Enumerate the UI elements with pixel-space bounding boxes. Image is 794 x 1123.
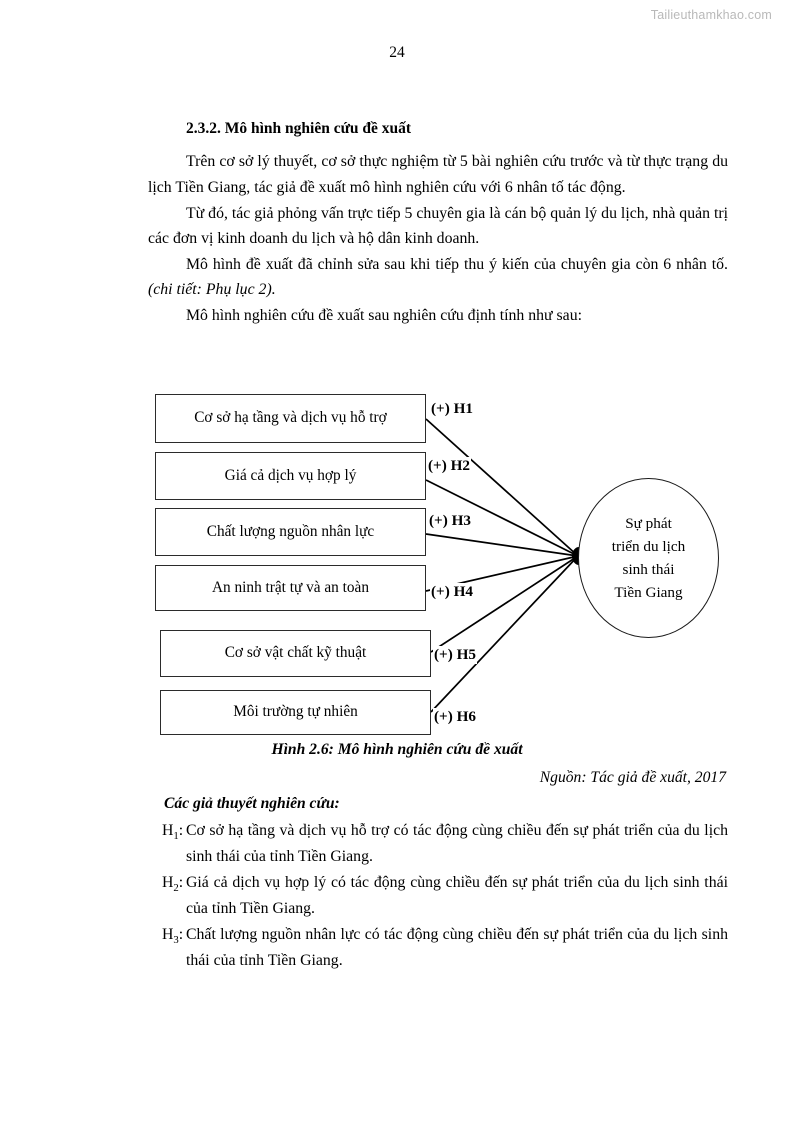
hypothesis-label-h2: (+) H2 xyxy=(428,457,470,474)
factor-box-security xyxy=(155,565,426,611)
factor-box-pricing xyxy=(155,452,426,500)
hypothesis-item-h2 xyxy=(148,870,728,921)
hypothesis-item-h3 xyxy=(148,922,728,973)
factor-label: Chất lượng nguồn nhân lực xyxy=(206,522,375,540)
hypothesis-marker-subscript: 3 xyxy=(173,934,179,947)
connector-h1 xyxy=(426,419,578,556)
paragraph-model-lead-in: Mô hình nghiên cứu đề xuất sau nghiên cứu định tính như sau: xyxy=(186,306,582,324)
hypothesis-text: Cơ sở hạ tầng và dịch vụ hỗ trợ có tác động cùng chiều đến sự phát triển của du lịch sinh thái của tỉnh Tiền Giang. xyxy=(186,822,728,865)
hypothesis-item-h1 xyxy=(148,818,728,869)
paragraph-revision-reference: (chi tiết: Phụ lục 2). xyxy=(148,281,276,299)
figure-caption: Hình 2.6: Mô hình nghiên cứu đề xuất xyxy=(271,741,523,758)
hypotheses-title: Các giả thuyết nghiên cứu: xyxy=(164,795,340,812)
paragraph-intro: Trên cơ sở lý thuyết, cơ sở thực nghiệm từ 5 bài nghiên cứu trước và từ thực trạng du lịch Tiền Giang, tác giả đề xuất mô hình nghiên cứu với 6 nhân tố tác động. xyxy=(148,153,728,197)
figure-source: Nguồn: Tác giả đề xuất, 2017 xyxy=(539,769,726,786)
outcome-ellipse-ecotourism-development xyxy=(578,478,719,638)
factor-box-infrastructure xyxy=(155,394,426,443)
hypothesis-marker-subscript: 1 xyxy=(173,830,179,842)
outcome-label: Sự phát triển du lịch sinh thái Tiền Giang xyxy=(611,514,686,602)
factor-label: Cơ sở vật chất kỹ thuật xyxy=(224,644,367,662)
section-heading: 2.3.2. Mô hình nghiên cứu đề xuất xyxy=(186,120,412,137)
page-number: 24 xyxy=(389,44,405,61)
hypothesis-marker-base: H xyxy=(162,822,174,839)
hypothesis-marker: $H_2$: xyxy=(162,874,184,895)
hypothesis-marker: $H_1$: xyxy=(162,822,184,842)
hypothesis-text: Chất lượng nguồn nhân lực có tác động cùng chiều đến sự phát triển của du lịch sinh thái của tỉnh Tiền Giang. xyxy=(186,926,728,969)
hypothesis-label-h3: (+) H3 xyxy=(429,512,471,529)
hypothesis-text: Giá cả dịch vụ hợp lý có tác động cùng chiều đến sự phát triển của du lịch sinh thái của tỉnh Tiền Giang. xyxy=(186,874,728,917)
hypothesis-marker-base: H xyxy=(162,926,174,944)
factor-box-natural-environment xyxy=(160,690,431,735)
hypothesis-label-h6: (+) H6 xyxy=(434,708,476,725)
paragraph-revision-lead: Mô hình đề xuất đã chỉnh sửa sau khi tiếp thu ý kiến của chuyên gia còn 6 nhân tố. xyxy=(186,255,728,273)
hypothesis-label-h1: (+) H1 xyxy=(431,400,473,417)
hypothesis-marker: $H_3$: xyxy=(162,926,184,947)
paragraph-revision xyxy=(148,252,728,303)
factor-label: An ninh trật tự và an toàn xyxy=(212,578,369,596)
connector-h5 xyxy=(431,556,578,652)
factor-box-facilities xyxy=(160,630,431,677)
paragraph-expert-interview: Từ đó, tác giả phỏng vấn trực tiếp 5 chuyên gia là cán bộ quản lý du lịch, nhà quản trị các đơn vị kinh doanh du lịch và hộ dân kinh doanh. xyxy=(148,204,728,248)
factor-label: Giá cả dịch vụ hợp lý xyxy=(224,466,357,484)
body-text-block xyxy=(148,118,728,329)
hypothesis-marker-subscript: 2 xyxy=(173,882,179,895)
connector-h6 xyxy=(431,556,578,712)
factor-box-human-resources xyxy=(155,508,426,556)
hypothesis-label-h4: (+) H4 xyxy=(431,583,473,600)
factor-label: Môi trường tự nhiên xyxy=(233,703,358,721)
hypotheses-section xyxy=(148,795,728,974)
hypothesis-label-h5: (+) H5 xyxy=(434,646,476,663)
connector-h3 xyxy=(426,534,578,556)
factor-label: Cơ sở hạ tầng và dịch vụ hỗ trợ xyxy=(194,409,387,427)
watermark-text: Tailieuthamkhao.com xyxy=(650,8,772,22)
hypothesis-marker-base: H xyxy=(162,874,174,892)
